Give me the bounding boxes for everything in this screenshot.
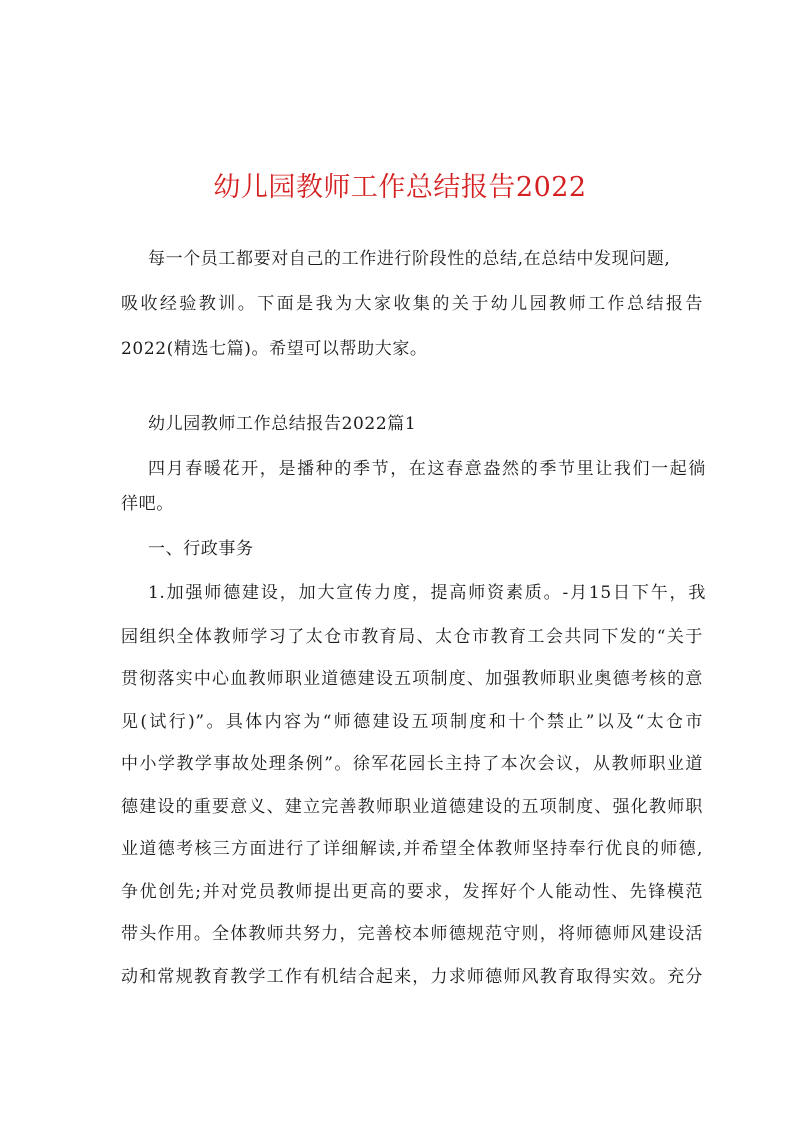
body-line-8: 争优创先;并对党员教师提出更高的要求，发挥好个人能动性、先锋模范: [121, 882, 703, 902]
intro-line-3: 2022(精选七篇)。希望可以帮助大家。: [121, 339, 428, 359]
body-line-9: 带头作用。全体教师共努力，完善校本师德规范守则，将师德师风建设活: [121, 924, 703, 944]
body-line-6: 德建设的重要意义、建立完善教师职业道德建设的五项制度、强化教师职: [121, 797, 703, 817]
body-line-5: 中小学教学事故处理条例”。徐军花园长主持了本次会议，从教师职业道: [121, 754, 703, 774]
opening-line-1: 四月春暖花开，是播种的季节，在这春意盎然的季节里让我们一起徜: [148, 459, 706, 479]
body-line-1: 1.加强师德建设，加大宣传力度，提高师资素质。-月15日下午，我: [148, 583, 706, 603]
opening-line-2: 徉吧。: [121, 494, 174, 514]
body-line-4: 见(试行)”。具体内容为“师德建设五项制度和十个禁止”以及“太仓市: [121, 712, 703, 732]
body-line-3: 贯彻落实中心血教师职业道德建设五项制度、加强教师职业奥德考核的意: [121, 669, 703, 689]
subheading: 一、行政事务: [148, 539, 254, 559]
body-line-2: 园组织全体教师学习了太仓市教育局、太仓市教育工会共同下发的“关于: [121, 627, 703, 647]
body-line-7: 业道德考核三方面进行了详细解读,并希望全体教师坚持奉行优良的师德,: [121, 839, 703, 859]
section-heading: 幼儿园教师工作总结报告2022篇1: [148, 414, 417, 434]
intro-line-1: 每一个员工都要对自己的工作进行阶段性的总结,在总结中发现问题,: [148, 249, 671, 269]
document-title: 幼儿园教师工作总结报告2022: [213, 172, 587, 203]
intro-line-2: 吸收经验教训。下面是我为大家收集的关于幼儿园教师工作总结报告: [121, 294, 703, 314]
body-line-10: 动和常规教育教学工作有机结合起来，力求师德师风教育取得实效。充分: [121, 967, 703, 987]
